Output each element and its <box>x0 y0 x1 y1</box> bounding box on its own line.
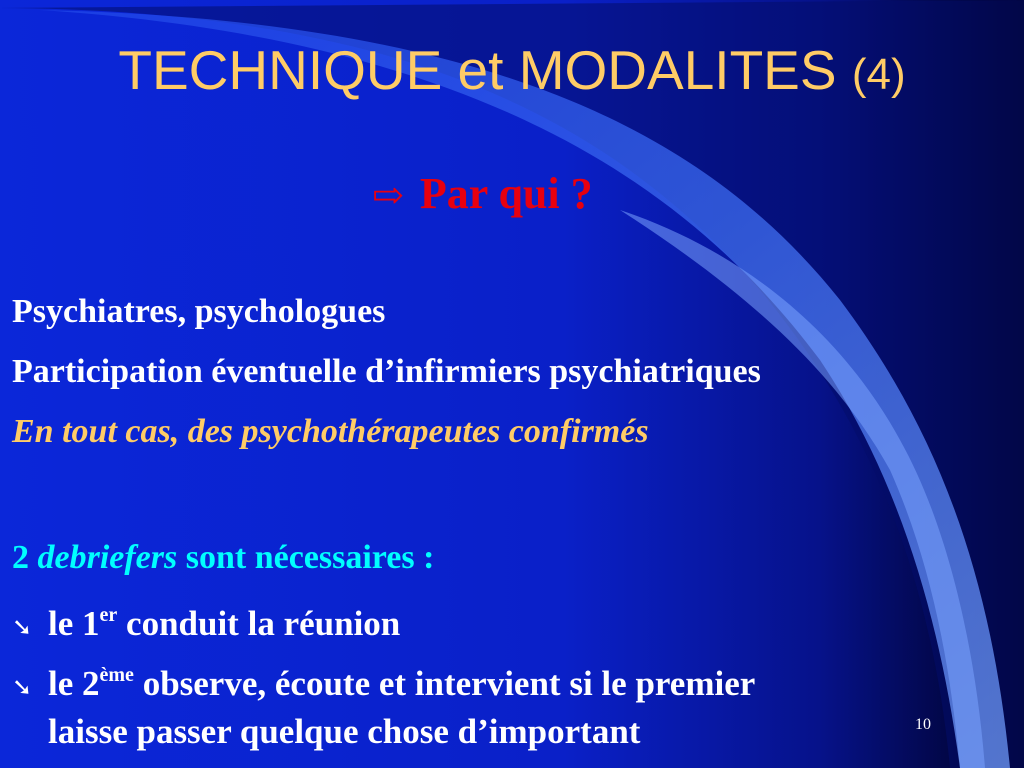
slide-title <box>0 34 1024 111</box>
arrow-down-right-icon: ➘ <box>12 672 33 701</box>
text-line-psychiatres: Psychiatres, psychologues <box>12 293 386 330</box>
subtitle <box>372 164 593 226</box>
text-line-en-tout-cas: En tout cas, des psychothérapeutes confirmés <box>12 413 649 450</box>
slide-title-number: (4) <box>851 50 906 99</box>
debriefers-rest: sont nécessaires : <box>185 539 435 576</box>
bullet-item-2-continuation: laisse passer quelque chose d’important <box>48 712 641 751</box>
bullet-1-text: conduit la réunion <box>126 604 401 643</box>
bullet-2-sup: ème <box>99 664 134 686</box>
debriefers-number: 2 <box>12 539 29 576</box>
debriefers-heading <box>12 538 434 578</box>
page-number: 10 <box>915 716 931 733</box>
bullet-item-1 <box>12 604 400 647</box>
arrow-down-right-icon: ➘ <box>12 612 33 641</box>
text-line-participation: Participation éventuelle d’infirmiers psychiatriques <box>12 353 761 390</box>
debriefers-word: debriefers <box>37 539 178 576</box>
bullet-1-prefix: le 1 <box>48 604 100 643</box>
right-arrow-icon: ⇨ <box>372 175 404 217</box>
bullet-1-sup: er <box>99 604 118 626</box>
bullet-2-prefix: le 2 <box>48 664 100 703</box>
bullet-item-2 <box>12 664 755 707</box>
subtitle-text: Par qui ? <box>419 169 593 218</box>
bullet-2-text: observe, écoute et intervient si le premier <box>142 664 756 703</box>
slide-title-text: TECHNIQUE et MODALITES <box>118 39 837 101</box>
